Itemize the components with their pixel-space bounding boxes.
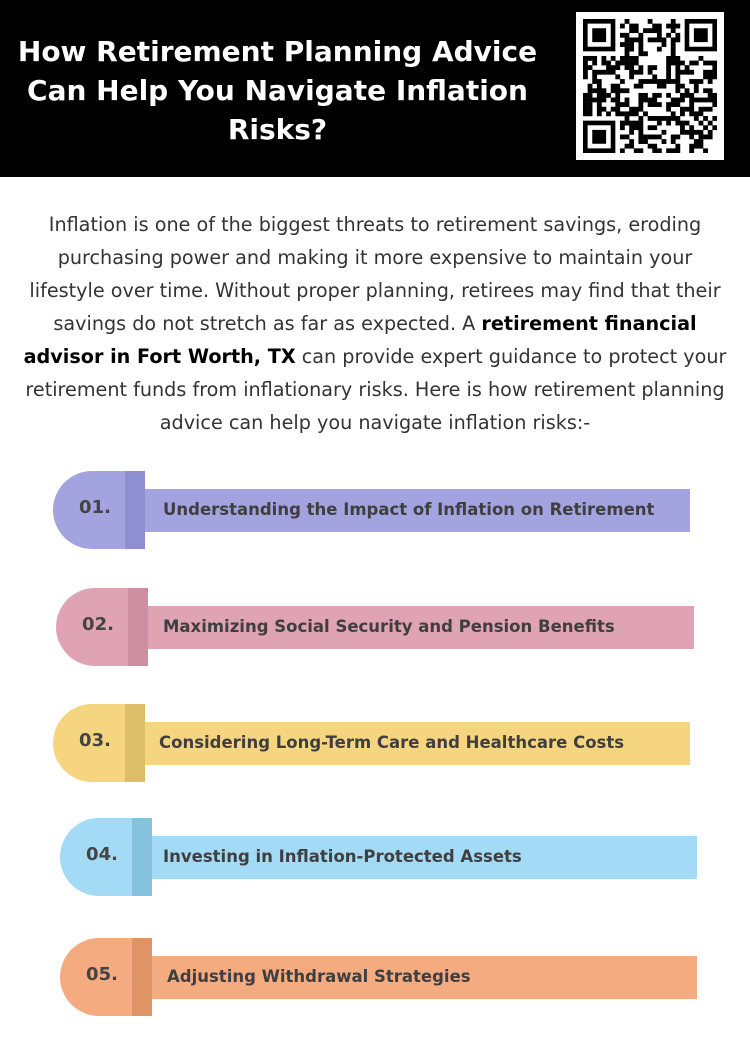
step-number: 02. [82,614,114,635]
step-item-2 [56,588,696,668]
step-label: Understanding the Impact of Inflation on Retirement [163,500,655,519]
step-label: Investing in Inflation-Protected Assets [163,847,522,866]
step-item-4 [60,818,700,898]
step-number: 01. [79,497,111,518]
step-label: Maximizing Social Security and Pension Benefits [163,617,615,636]
step-label: Adjusting Withdrawal Strategies [167,967,471,986]
step-item-5 [60,938,700,1018]
intro-text-end: can provide expert guidance to protect your retirement funds from inflationary risks. Here is how retirement planning advice can help you navigate inflation risks:- [25,345,727,434]
step-label: Considering Long-Term Care and Healthcare Costs [159,733,625,752]
step-item-1 [53,471,693,551]
step-number: 04. [86,844,118,865]
advisor-link-text: retirement financial advisor in Fort Worth, TX [23,312,697,368]
step-item-3 [53,704,693,784]
page-title: How Retirement Planning Advice Can Help You Navigate Inflation Risks? [17,35,538,146]
qr-code-icon[interactable] [576,12,724,160]
header-banner [0,0,750,177]
intro-paragraph [22,208,728,439]
step-number: 03. [79,730,111,751]
step-number: 05. [86,964,118,985]
intro-text-start: Inflation is one of the biggest threats to retirement savings, eroding purchasing power and making it more expensive to maintain your lifestyle over time. Without proper planning, retirees may find that their savings do not stretch as far as expected. A [29,213,721,335]
